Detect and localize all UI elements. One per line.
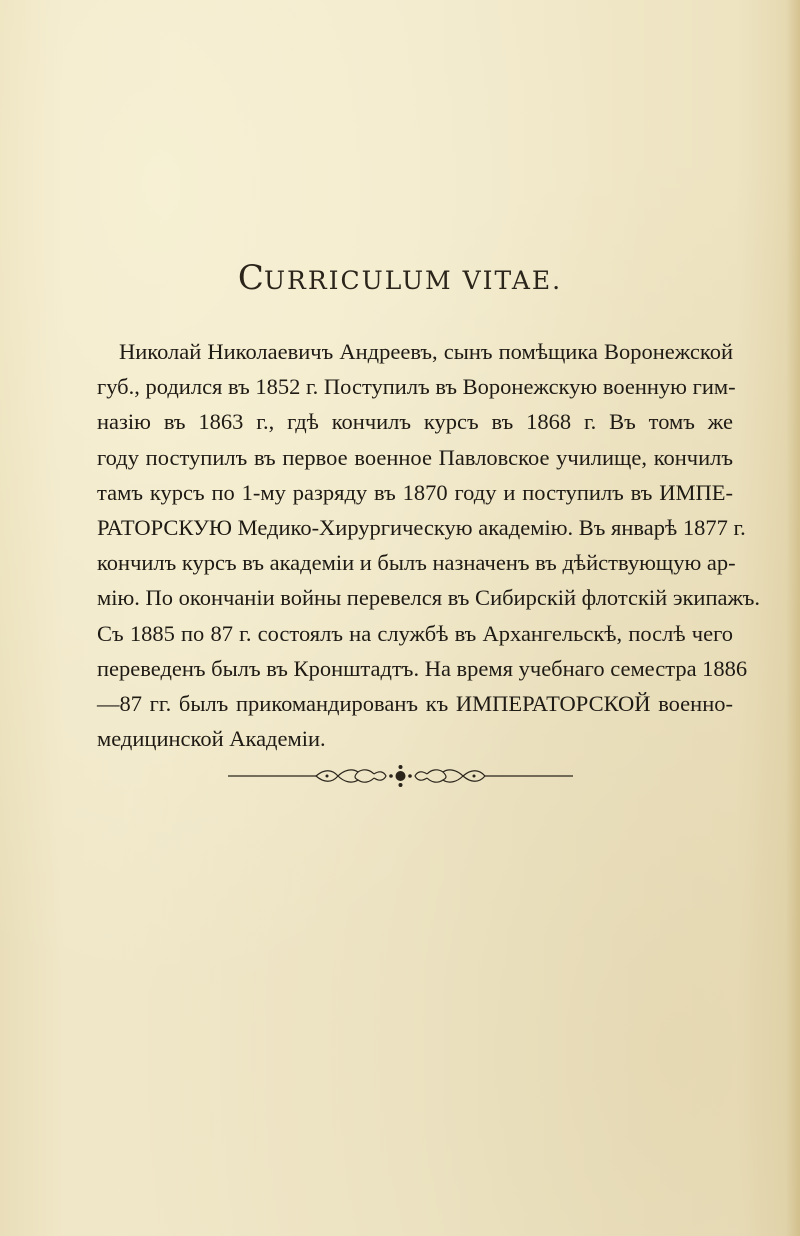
text-line: кончилъ курсъ въ академіи и былъ назначенъ въ дѣйствующую ар- — [97, 550, 736, 576]
text-line: медицинской Академіи. — [97, 726, 326, 752]
text-line: тамъ курсъ по 1-му разряду въ 1870 году и поступилъ въ ИМПЕ- — [97, 479, 733, 505]
title-rest: URRICULUM VITAE. — [263, 266, 563, 295]
text-line: губ., родился въ 1852 г. Поступилъ въ Воронежскую военную гим- — [97, 374, 736, 400]
text-line: —87 гг. былъ прикомандированъ къ ИМПЕРАТОРСКОЙ военно- — [97, 690, 733, 716]
text-line: Николай Николаевичъ Андреевъ, сынъ помѣщика Воронежской — [119, 339, 733, 364]
page-title — [0, 258, 800, 298]
text-line: РАТОРСКУЮ Медико-Хирургическую академію. Въ январѣ 1877 г. — [97, 514, 746, 540]
text-line: Съ 1885 по 87 г. состоялъ на службѣ въ Архангельскѣ, послѣ чего — [97, 620, 733, 646]
ornamental-divider-icon — [228, 764, 573, 788]
biography-paragraph — [97, 334, 760, 756]
text-line: году поступилъ въ первое военное Павловское училище, кончилъ — [97, 444, 733, 470]
text-line: назію въ 1863 г., гдѣ кончилъ курсъ въ 1868 г. Въ томъ же — [97, 409, 733, 435]
text-line: мію. По окончаніи войны перевелся въ Сибирскій флотскій экипажъ. — [97, 585, 760, 611]
text-line: переведенъ былъ въ Кронштадтъ. На время учебнаго семестра 1886 — [97, 655, 748, 681]
title-initial: C — [237, 258, 264, 298]
page-edge-shadow — [786, 0, 800, 1236]
